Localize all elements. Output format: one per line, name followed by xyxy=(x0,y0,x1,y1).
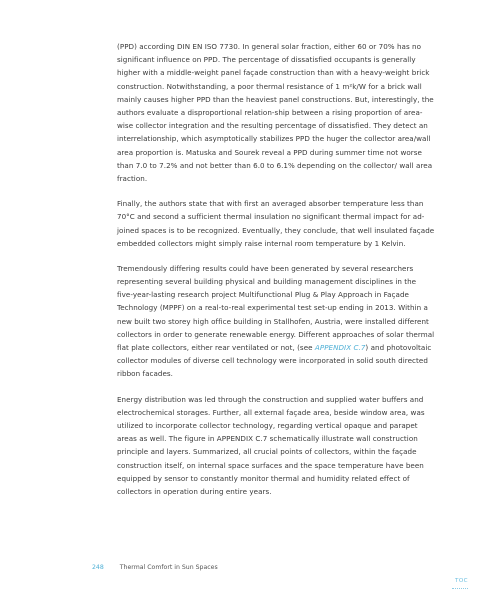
text-line: interrelationship, which asymptotically stabilizes PPD the huger the collector area/wall xyxy=(117,134,431,144)
text-line: electrochemical storages. Further, all external façade area, beside window area, was xyxy=(117,407,425,417)
paragraph-1 xyxy=(117,40,435,185)
text-line: Tremendously differing results could have been generated by several researchers xyxy=(117,263,414,273)
text-line: equipped by sensor to constantly monitor thermal and humidity related effect of xyxy=(117,473,410,483)
appendix-link[interactable]: APPENDIX C.7 xyxy=(314,343,366,353)
paragraph-3 xyxy=(117,262,435,381)
text-line: joined spaces is to be recognized. Eventually, they conclude, that well insulated façade xyxy=(117,225,435,235)
text-line xyxy=(117,341,435,354)
text-line: principle and layers. Summarized, all crucial points of collectors, within the façade xyxy=(117,447,417,457)
text-line: embedded collectors might simply raise internal room temperature by 1 Kelvin. xyxy=(117,238,406,248)
text-line: construction itself, on internal space surfaces and the space temperature have been xyxy=(117,460,424,470)
text-line: new built two storey high office building in Stallhofen, Austria, were installed different xyxy=(117,316,429,326)
text-line: five-year-lasting research project Multifunctional Plug & Play Approach in Façade xyxy=(117,290,409,300)
text-line: areas as well. The figure in APPENDIX C.7 schematically illustrate wall construction xyxy=(117,434,418,444)
text-line: authors evaluate a disproportional relation-ship between a rising proportion of area- xyxy=(117,108,423,118)
text-fragment: ) and photovoltaic xyxy=(365,343,432,353)
running-title: Thermal Comfort in Sun Spaces xyxy=(119,564,218,571)
text-line: wise collector integration and the resulting percentage of dissatisfied. They detect an xyxy=(117,121,428,131)
toc-link[interactable]: TOC xyxy=(455,578,468,584)
text-line: (PPD) according DIN EN ISO 7730. In general solar fraction, either 60 or 70% has no xyxy=(117,42,422,51)
text-line: higher with a middle-weight panel façade construction than with a heavy-weight brick xyxy=(117,68,430,78)
text-line: Energy distribution was led through the construction and supplied water buffers and xyxy=(117,394,424,404)
text-line: 70°C and second a sufficient thermal insulation no significant thermal impact for ad- xyxy=(117,212,425,222)
text-line: area proportion is. Matuska and Sourek reveal a PPD during summer time not worse xyxy=(117,147,422,157)
page-footer xyxy=(92,564,218,571)
text-line: representing several building physical and building management disciplines in the xyxy=(117,277,417,287)
paragraph-2 xyxy=(117,197,435,250)
page-number: 248 xyxy=(92,564,104,571)
text-line: fraction. xyxy=(117,174,148,184)
paragraph-4 xyxy=(117,393,435,499)
text-line: collector modules of diverse cell technology were incorporated in solid south directed xyxy=(117,356,428,366)
toc-underline xyxy=(452,588,468,589)
text-fragment: flat plate collectors, either rear ventilated or not, (see xyxy=(117,343,315,353)
text-line: mainly causes higher PPD than the heaviest panel constructions. But, interestingly, the xyxy=(117,94,434,104)
text-line: collectors in order to generate renewable energy. Different approaches of solar thermal xyxy=(117,329,435,339)
text-line: than 7.0 to 7.2% and not better than 6.0 to 6.1% depending on the collector/ wall area xyxy=(117,160,433,170)
text-line: significant influence on PPD. The percentage of dissatisfied occupants is generally xyxy=(117,55,416,65)
text-line: ribbon facades. xyxy=(117,369,174,379)
text-line: collectors in operation during entire years. xyxy=(117,486,272,496)
body-text xyxy=(117,40,435,510)
text-line: utilized to incorporate collector technology, regarding vertical opaque and parapet xyxy=(117,420,418,430)
text-line: Technology (MPPF) on a real-to-real experimental test set-up ending in 2013. Within a xyxy=(117,303,428,313)
text-line: Finally, the authors state that with first an averaged absorber temperature less than xyxy=(117,199,424,209)
text-line: construction. Notwithstanding, a poor thermal resistance of 1 m²k/W for a brick wall xyxy=(117,81,422,91)
